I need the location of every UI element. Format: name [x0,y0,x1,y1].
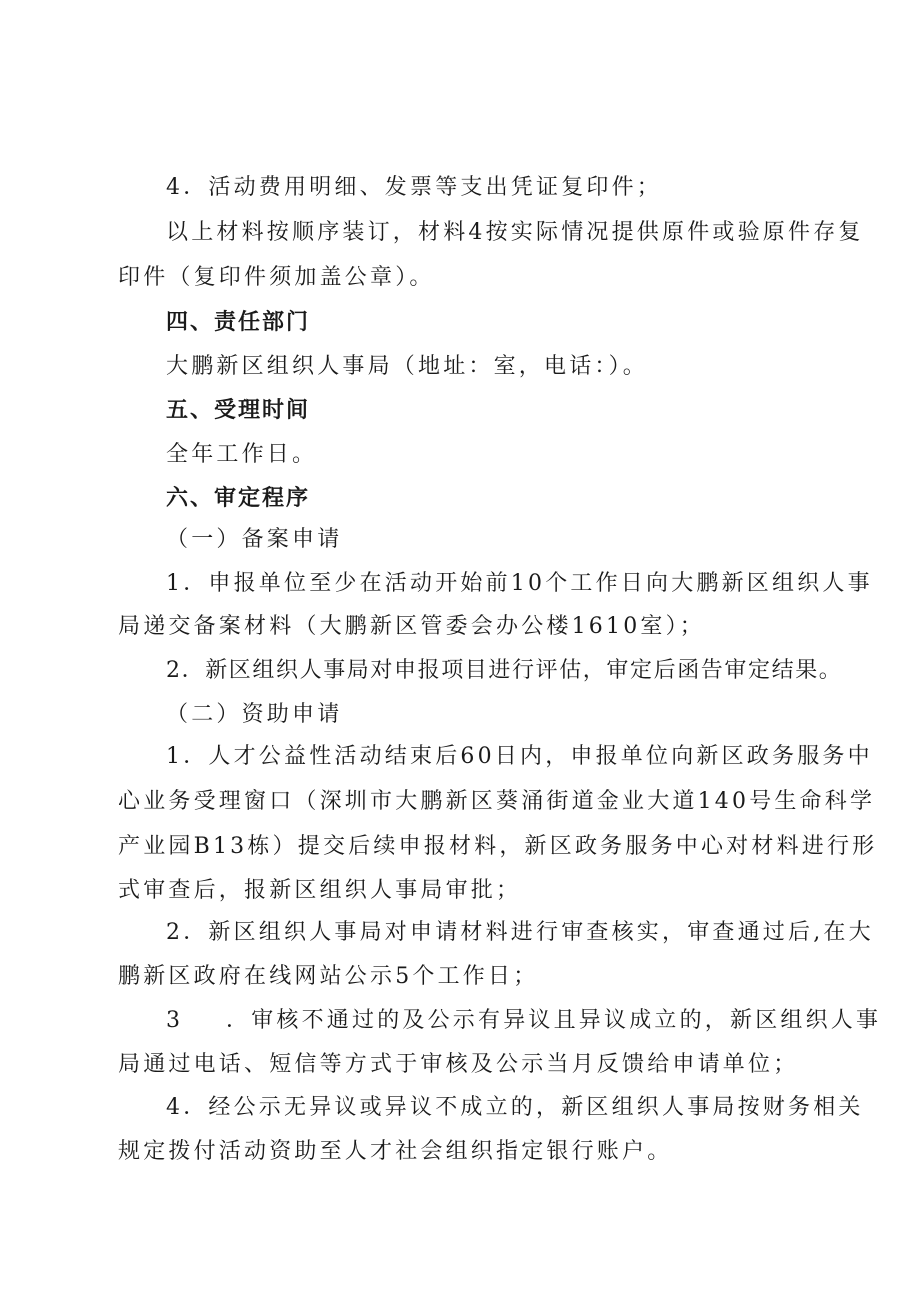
section-4-text: 大鹏新区组织人事局（地址：室，电话：）。 [166,354,649,379]
sub2-item-1-line-2: 心业务受理窗口（深圳市大鹏新区葵涌街道金业大道140号生命科学 [118,789,876,814]
section-5-text: 全年工作日。 [166,442,318,467]
section-4-heading: 四、责任部门 [166,310,311,335]
binding-note-line-1: 以上材料按顺序装订，材料4按实际情况提供原件或验原件存复 [166,220,864,245]
subsection-2-heading: （二）资助申请 [166,702,343,727]
section-6-heading: 六、审定程序 [166,486,311,511]
sub1-item-2: 2．新区组织人事局对申报项目进行评估，审定后函告审定结果。 [166,658,843,683]
sub2-item-3-line-1: ．审核不通过的及公示有异议且异议成立的，新区组织人事 [226,1008,882,1033]
sub2-item-4-line-1: 4．经公示无异议或异议不成立的，新区组织人事局按财务相关 [166,1095,864,1120]
sub2-item-3-line-2: 局通过电话、短信等方式于审核及公示当月反馈给申请单位； [118,1052,799,1077]
sub2-item-4-line-2: 规定拨付活动资助至人才社会组织指定银行账户。 [118,1139,673,1164]
sub2-item-1-line-3: 产业园B13栋）提交后续申报材料，新区政务服务中心对材料进行形 [118,834,878,859]
sub2-item-3-number: 3 [166,1008,184,1033]
binding-note-line-2: 印件（复印件须加盖公章）。 [118,265,435,290]
subsection-1-heading: （一）备案申请 [166,527,343,552]
sub2-item-2-line-2: 鹏新区政府在线网站公示5个工作日； [118,964,539,989]
sub1-item-1-line-1: 1．申报单位至少在活动开始前10个工作日向大鹏新区组织人事 [166,571,873,596]
sub2-item-1-line-1: 1．人才公益性活动结束后60日内，申报单位向新区政务服务中 [166,744,873,769]
sub2-item-1-line-4: 式审查后，报新区组织人事局审批； [118,878,522,903]
section-5-heading: 五、受理时间 [166,398,311,423]
item-4: 4．活动费用明细、发票等支出凭证复印件； [166,175,662,200]
sub2-item-2-line-1: 2．新区组织人事局对申请材料进行审查核实，审查通过后,在大 [166,920,874,945]
sub1-item-1-line-2: 局递交备案材料（大鹏新区管委会办公楼1610室）； [118,614,705,639]
